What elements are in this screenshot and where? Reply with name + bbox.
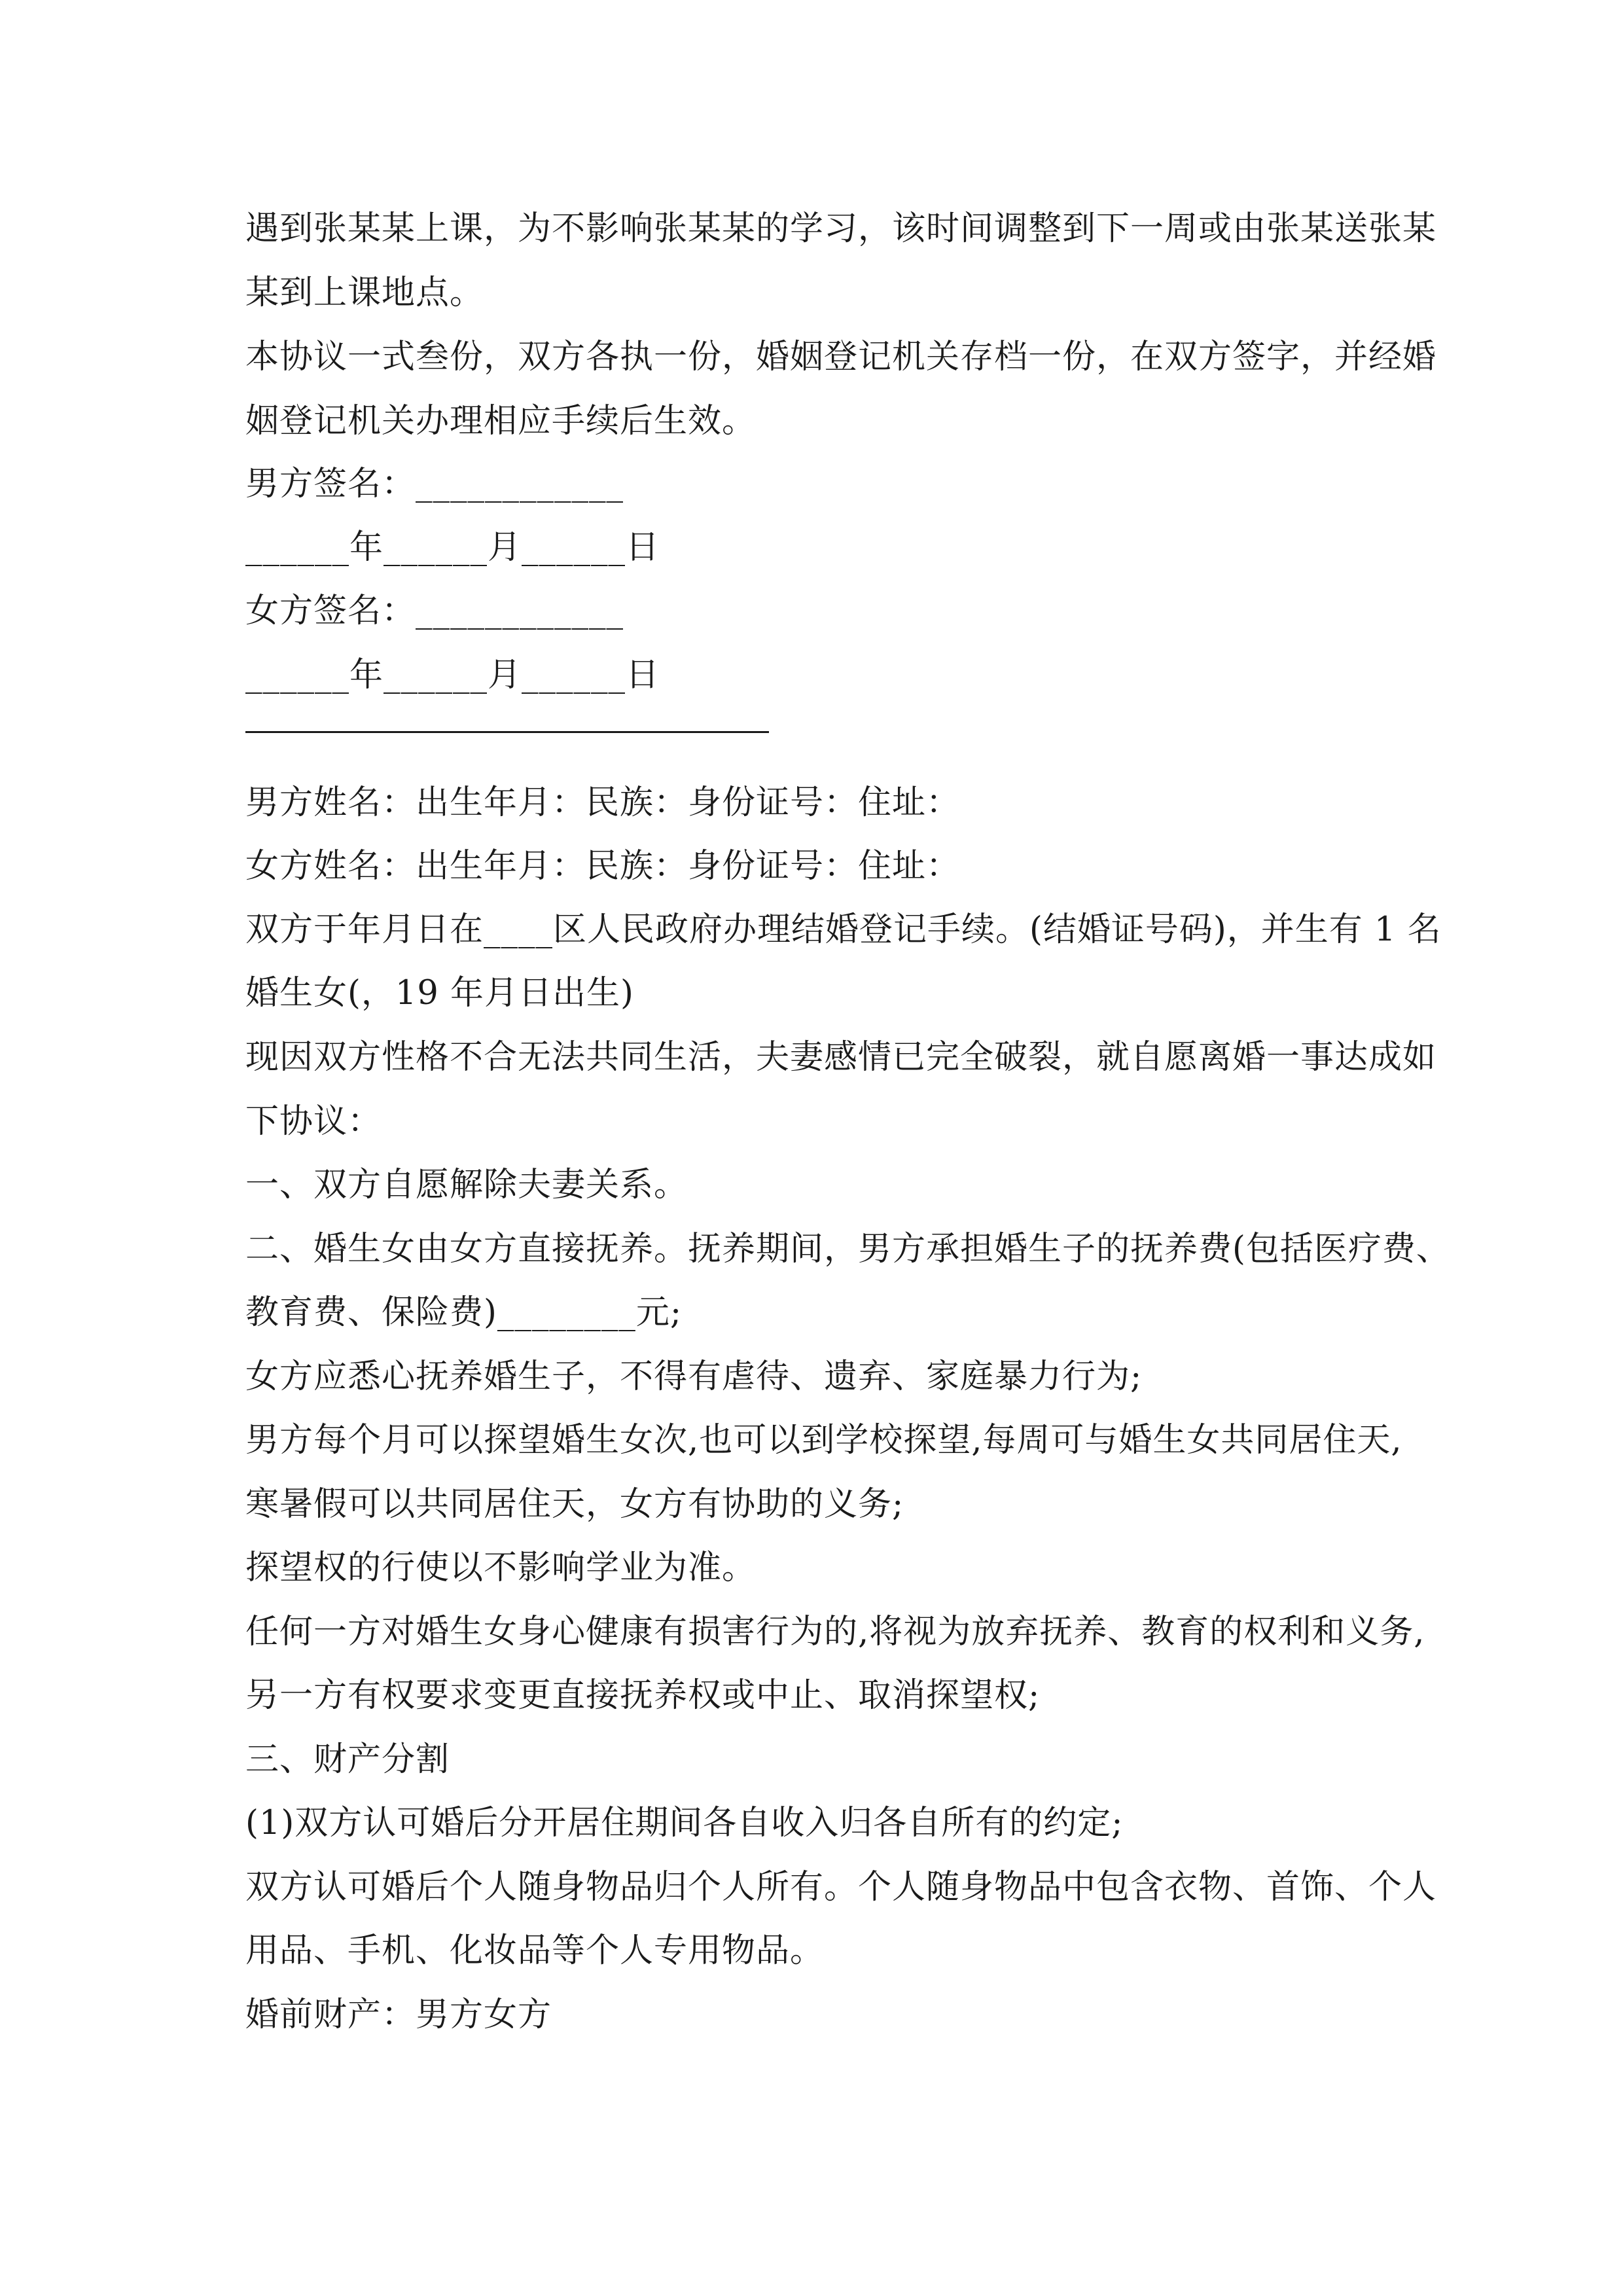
text-line: 双方认可婚后个人随身物品归个人所有。个人随身物品中包含衣物、首饰、个人 [245, 1868, 1437, 1907]
text-line: 本协议一式叁份，双方各执一份，婚姻登记机关存档一份，在双方签字，并经婚 [245, 338, 1437, 376]
text-line: 二、婚生女由女方直接抚养。抚养期间，男方承担婚生子的抚养费(包括医疗费、 [245, 1230, 1450, 1268]
text-line: 用品、手机、化妆品等个人专用物品。 [245, 1931, 825, 1970]
text-line: 男方姓名：出生年月：民族：身份证号：住址： [245, 783, 961, 822]
text-line: 女方姓名：出生年月：民族：身份证号：住址： [245, 847, 961, 886]
text-line: 任何一方对婚生女身心健康有损害行为的,将视为放弃抚养、教育的权利和义务, [245, 1613, 1425, 1651]
text-line: 女方应悉心抚养婚生子，不得有虐待、遗弃、家庭暴力行为; [245, 1357, 1143, 1396]
text-line: 一、双方自愿解除夫妻关系。 [245, 1166, 688, 1204]
text-line: 姻登记机关办理相应手续后生效。 [245, 402, 757, 440]
text-line: 寒暑假可以共同居住天，女方有协助的义务; [245, 1485, 904, 1524]
text-line: 另一方有权要求变更直接抚养权或中止、取消探望权; [245, 1676, 1041, 1715]
text-line: 三、财产分割 [245, 1740, 450, 1779]
male-signature-line: 男方签名：____________ [245, 465, 624, 503]
date-line: ______年______月______日 [245, 656, 660, 694]
text-line: 遇到张某某上课，为不影响张某某的学习，该时间调整到下一周或由张某送张某 [245, 209, 1437, 248]
text-line: 双方于年月日在____区人民政府办理结婚登记手续。(结婚证号码)，并生有 1 名 [245, 910, 1442, 949]
date-line: ______年______月______日 [245, 528, 660, 567]
text-line: 探望权的行使以不影响学业为准。 [245, 1549, 757, 1587]
text-line: (1)双方认可婚后分开居住期间各自收入归各自所有的约定; [245, 1804, 1124, 1842]
text-line: 男方每个月可以探望婚生女次,也可以到学校探望,每周可与婚生女共同居住天, [245, 1421, 1402, 1460]
text-line: 婚生女(，19 年月日出生) [245, 974, 634, 1013]
text-line: 教育费、保险费)________元; [245, 1293, 683, 1332]
text-line: 某到上课地点。 [245, 274, 484, 312]
section-divider [245, 731, 769, 733]
text-line: 下协议： [245, 1102, 382, 1141]
text-line: 现因双方性格不合无法共同生活，夫妻感情已完全破裂，就自愿离婚一事达成如 [245, 1038, 1437, 1077]
text-line: 婚前财产：男方女方 [245, 1996, 552, 2034]
female-signature-line: 女方签名：____________ [245, 592, 624, 630]
